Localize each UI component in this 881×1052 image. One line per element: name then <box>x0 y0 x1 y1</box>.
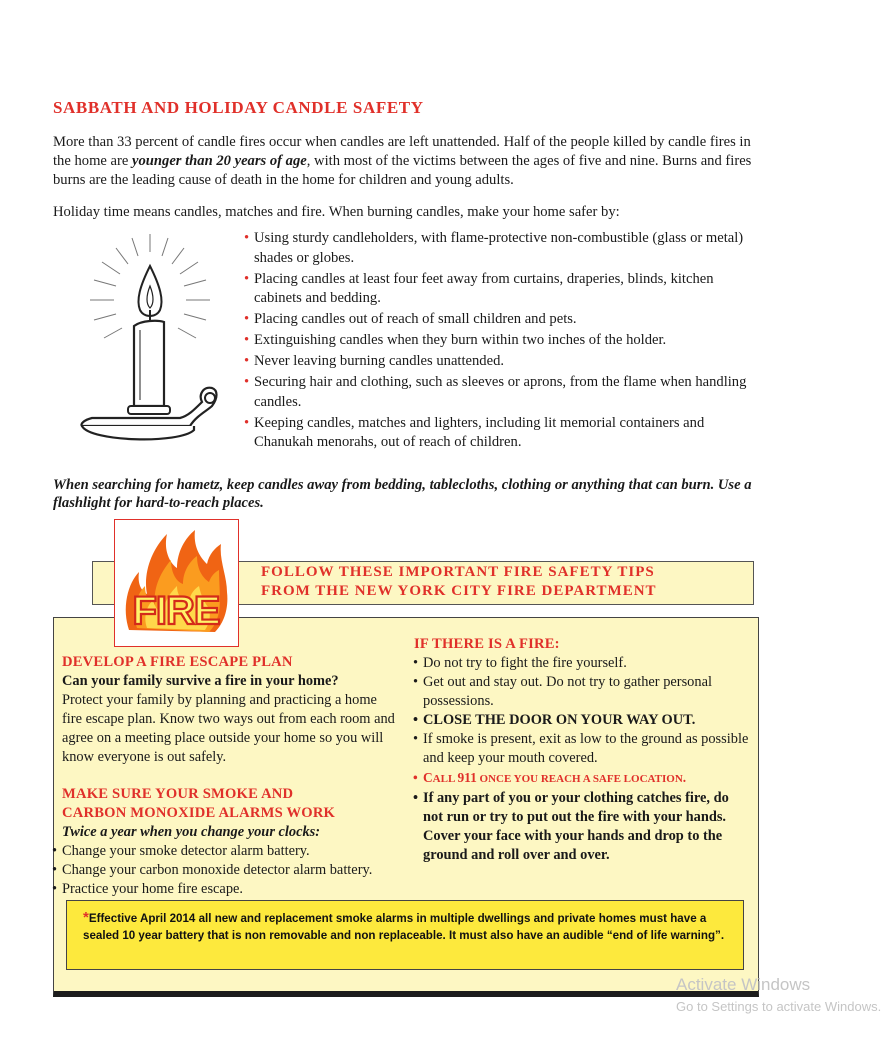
list-item: • Using sturdy candleholders, with flame-protective non-combustible (glass or metal) shades or globes. <box>244 230 744 266</box>
list-item: • Placing candles at least four feet away from curtains, draperies, blinds, kitchen cabinets and bedding. <box>244 270 714 306</box>
escape-plan-question: Can your family survive a fire in your home? <box>62 673 339 689</box>
list-item: • Securing hair and clothing, such as sleeves or aprons, from the flame when handling candles. <box>244 374 747 410</box>
list-item: • If smoke is present, exit as low to the ground as possible and keep your mouth covered. <box>413 731 749 766</box>
alarms-subheading: Twice a year when you change your clocks: <box>62 824 321 840</box>
banner-text: FOLLOW THESE IMPORTANT FIRE SAFETY TIPS FROM THE NEW YORK CITY FIRE DEPARTMENT <box>261 564 657 599</box>
alarms-heading-2: CARBON MONOXIDE ALARMS WORK <box>62 805 336 821</box>
holiday-intro: Holiday time means candles, matches and fire. When burning candles, make your home safer by: <box>53 204 620 220</box>
escape-plan-body: Protect your family by planning and practicing a home fire escape plan. Know two ways out from each room and agree on a meeting place outside your home so you will know everyone is out safely. <box>62 692 395 765</box>
asterisk: * <box>83 909 89 926</box>
alarms-heading-1: MAKE SURE YOUR SMOKE AND <box>62 786 294 802</box>
notice-box <box>66 900 744 970</box>
intro-emphasis: younger than 20 years of age <box>132 153 307 169</box>
list-item: • CALL 911 ONCE YOU REACH A SAFE LOCATION. <box>413 770 687 785</box>
list-item: • Get out and stay out. Do not try to gather personal possessions. <box>413 674 712 709</box>
if-fire-section <box>414 635 749 865</box>
flame-icon <box>115 520 237 645</box>
notice-text: Effective April 2014 all new and replacement smoke alarms in multiple dwellings and private homes must have a sealed 10 year battery that is non removable and non replaceable. It must also have an audible “end of life warning”. <box>83 912 725 942</box>
hametz-note: When searching for hametz, keep candles away from bedding, tablecloths, clothing or anything that can burn. Use a flashlight for hard-to-reach places. <box>53 477 752 511</box>
list-item: • Change your carbon monoxide detector alarm battery. <box>52 862 373 878</box>
fire-logo <box>114 519 239 647</box>
list-item: • If any part of you or your clothing catches fire, do not run or try to put out the fire with your hands. Cover your face with your hands and drop to the ground and roll over and over. <box>413 790 729 863</box>
alarms-section <box>52 785 407 899</box>
list-item: • Change your smoke detector alarm battery. <box>52 843 310 859</box>
escape-plan-section <box>62 653 397 767</box>
watermark-line-1: Activate Windows <box>676 975 811 994</box>
list-item: • Practice your home fire escape. <box>52 881 243 897</box>
list-item: • Do not try to fight the fire yourself. <box>413 655 627 671</box>
page-title: SABBATH AND HOLIDAY CANDLE SAFETY <box>53 98 424 117</box>
escape-plan-heading: DEVELOP A FIRE ESCAPE PLAN <box>62 654 293 670</box>
list-item: • Keeping candles, matches and lighters, including lit memorial containers and Chanukah menorahs, out of reach of children. <box>244 414 705 450</box>
candle-illustration <box>70 230 230 455</box>
intro-paragraph: More than 33 percent of candle fires occur when candles are left unattended. Half of the people killed by candle fires in the home are younger than 20 years of age, with most of the victims between the ages of five and nine. Burns and fires burns are the leading cause of death in the home for children and young adults. <box>53 134 752 188</box>
candle-tips-list <box>244 229 764 454</box>
watermark-line-2: Go to Settings to activate Windows. <box>676 999 881 1014</box>
fire-logo-text: FIRE <box>132 589 220 633</box>
list-item: • Never leaving burning candles unattended. <box>244 353 505 369</box>
if-fire-heading: IF THERE IS A FIRE: <box>414 636 560 652</box>
list-item: • Extinguishing candles when they burn within two inches of the holder. <box>244 332 667 348</box>
list-item: • Placing candles out of reach of small children and pets. <box>244 311 577 327</box>
list-item: • CLOSE THE DOOR ON YOUR WAY OUT. <box>413 712 696 728</box>
